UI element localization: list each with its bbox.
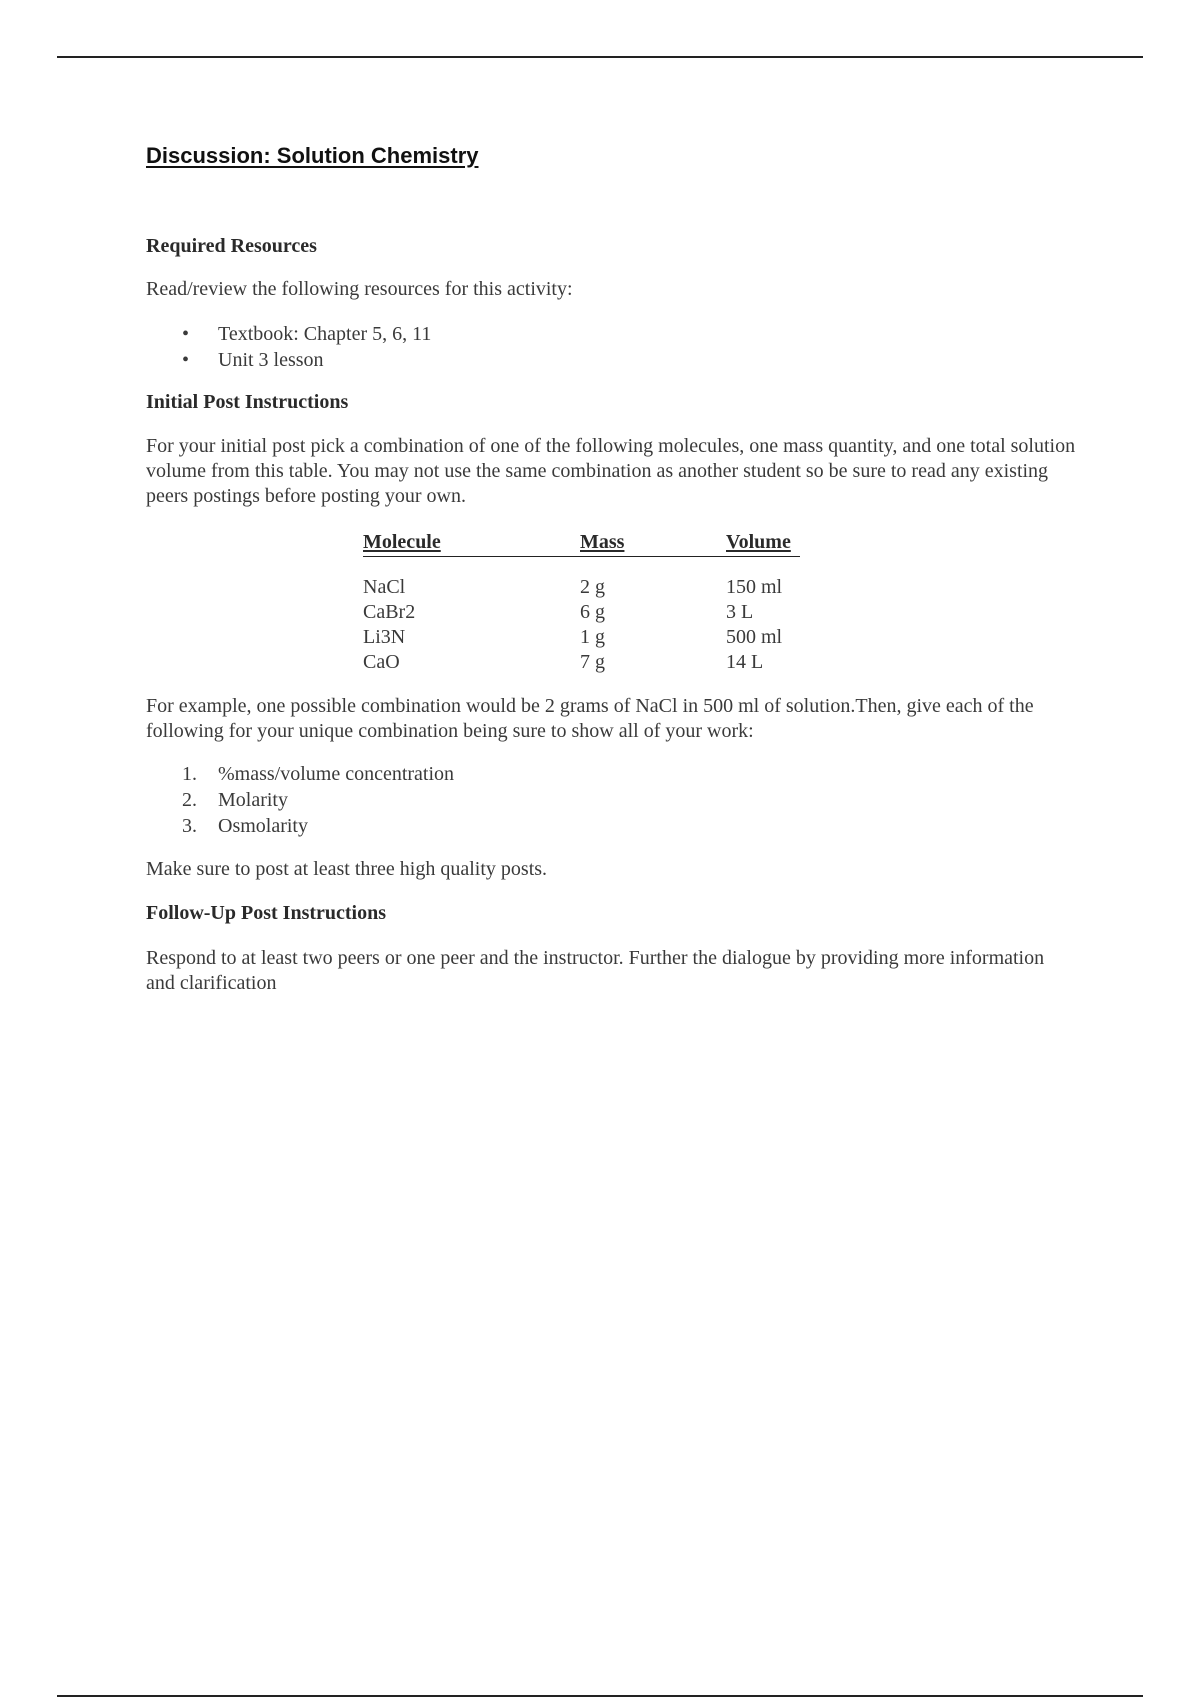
- molecule-table: [363, 531, 800, 675]
- top-divider: [57, 56, 1143, 58]
- bullet-icon: •: [182, 323, 190, 345]
- step-number: 2.: [182, 789, 197, 811]
- example-paragraph: For example, one possible combination would be 2 grams of NaCl in 500 ml of solution.Then, give each of the following for your unique combination being sure to show all of your work:: [146, 695, 1034, 742]
- table-row: [363, 600, 800, 625]
- step-number: 3.: [182, 815, 197, 837]
- follow-up-paragraph: Respond to at least two peers or one peer and the instructor. Further the dialogue by providing more information and clarification: [146, 947, 1045, 994]
- bottom-divider: [57, 1695, 1143, 1697]
- mass-cell: 1 g: [580, 626, 605, 648]
- molecule-cell: Li3N: [363, 626, 406, 648]
- bullet-icon: •: [182, 349, 190, 371]
- step-text: %mass/volume concentration: [218, 763, 455, 785]
- table-row: [363, 650, 800, 675]
- table-header-row: [363, 531, 800, 557]
- column-header-mass: Mass: [580, 531, 726, 557]
- volume-cell: 500 ml: [726, 626, 783, 648]
- resources-intro: Read/review the following resources for this activity:: [146, 278, 573, 300]
- mass-cell: 6 g: [580, 601, 605, 623]
- volume-cell: 3 L: [726, 601, 754, 623]
- resource-item-textbook: Textbook: Chapter 5, 6, 11: [218, 323, 432, 345]
- column-header-volume: Volume: [726, 531, 800, 557]
- closing-note: Make sure to post at least three high quality posts.: [146, 858, 548, 880]
- column-header-molecule: Molecule: [363, 531, 580, 557]
- mass-cell: 7 g: [580, 651, 605, 673]
- molecule-cell: NaCl: [363, 576, 406, 598]
- step-number: 1.: [182, 763, 197, 785]
- molecule-cell: CaBr2: [363, 601, 416, 623]
- table-row: [363, 625, 800, 650]
- mass-cell: 2 g: [580, 576, 605, 598]
- volume-cell: 150 ml: [726, 576, 783, 598]
- volume-cell: 14 L: [726, 651, 764, 673]
- follow-up-heading: Follow-Up Post Instructions: [146, 902, 387, 924]
- step-text: Osmolarity: [218, 815, 308, 837]
- required-resources-heading: Required Resources: [146, 235, 317, 257]
- resource-item-lesson: Unit 3 lesson: [218, 349, 324, 371]
- initial-post-heading: Initial Post Instructions: [146, 391, 349, 413]
- page-title: Discussion: Solution Chemistry: [146, 143, 479, 168]
- step-text: Molarity: [218, 789, 288, 811]
- table-row: [363, 575, 800, 600]
- molecule-cell: CaO: [363, 651, 400, 673]
- initial-post-paragraph: For your initial post pick a combination of one of the following molecules, one mass quantity, and one total solution volume from this table. You may not use the same combination as another student so be sure to read any existing peers postings before posting your own.: [146, 435, 1076, 507]
